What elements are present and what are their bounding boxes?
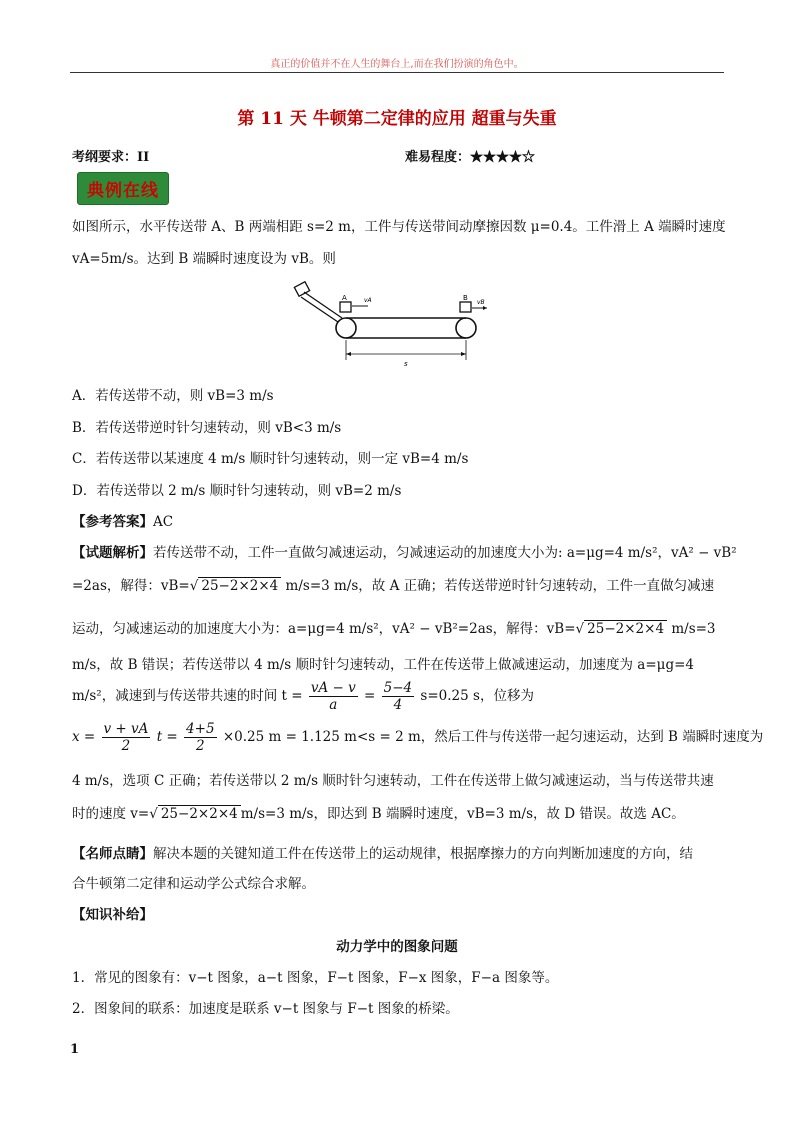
analysis-text-6a: x = <box>72 729 96 745</box>
tips-line-2: 合牛顿第二定律和运动学公式综合求解。 <box>72 876 315 892</box>
knowledge-item-1: 1．常见的图象有：v−t 图象，a−t 图象，F−t 图象，F−x 图象，F−a 图象等。 <box>72 970 559 986</box>
equals: = <box>364 688 376 704</box>
sqrt-expression: 25−2×2×4 <box>198 577 281 594</box>
label-a: A <box>342 294 347 302</box>
tips-text-1: 解决本题的关键知道工件在传送带上的运动规律，根据摩擦力的方向判断加速度的方向，结 <box>153 846 693 862</box>
question-line-2: vA=5m/s。达到 B 端瞬时速度设为 vB。则 <box>72 251 336 267</box>
incline-ramp <box>294 282 342 322</box>
difficulty-stars: ★★★★☆ <box>470 150 536 165</box>
analysis-text-3b: m/s=3 <box>667 621 716 637</box>
analysis-text-1: 若传送带不动，工件一直做匀减速运动，匀减速运动的加速度大小为: a=μg=4 m/s²，vA² − vB² <box>153 545 737 561</box>
conveyor-belt-figure <box>290 280 490 376</box>
analysis-text-3a: 运动，匀减速运动的加速度大小为：a=μg=4 m/s²，vA² − vB²=2as，解得：vB= <box>72 621 576 637</box>
analysis-text-6m: t = <box>156 729 178 745</box>
block-at-a <box>340 302 351 312</box>
analysis-text-5a: m/s²，减速到与传送带共速的时间 t = <box>72 688 303 704</box>
sqrt-expression: 25−2×2×4 <box>158 805 241 822</box>
page-number: 1 <box>70 1042 80 1057</box>
sqrt-expression: 25−2×2×4 <box>584 620 667 637</box>
analysis-text-2b: m/s=3 m/s，故 A 正确；若传送带逆时针匀速转动，工件一直做匀减速 <box>281 578 715 594</box>
analysis-text-8b: m/s=3 m/s，即达到 B 端瞬时速度，vB=3 m/s，故 D 错误。故选 AC。 <box>240 806 685 822</box>
section-title: 动力学中的图象问题 <box>336 939 458 955</box>
question-line-1: 如图所示，水平传送带 A、B 两端相距 s=2 m，工件与传送带间动摩擦因数 μ=0.4。工件滑上 A 端瞬时速度 <box>72 219 726 235</box>
answer-value: AC <box>153 514 174 530</box>
analysis-line-7: 4 m/s，选项 C 正确；若传送带以 2 m/s 顺时针匀速转动，工件在传送带上做匀减速运动，当与传送带共速 <box>72 773 714 789</box>
fraction: $\frac{vA - v}{a}$ <box>310 680 356 713</box>
analysis-line-3: 运动，匀减速运动的加速度大小为：a=μg=4 m/s²，vA² − vB²=2as，解得：vB=√ 25−2×2×4 m/s=3 <box>72 621 716 637</box>
analysis-line-5 <box>72 680 534 713</box>
fraction: $\frac{4+5}{2}$ <box>186 721 215 754</box>
fraction: $\frac{5-4}{4}$ <box>383 680 413 713</box>
answer-label: 【参考答案】 <box>72 514 153 530</box>
page-title: 第 11 天 牛顿第二定律的应用 超重与失重 <box>237 109 557 129</box>
difficulty-label: 难易程度： <box>405 150 471 165</box>
option-d: D．若传送带以 2 m/s 顺时针匀速转动，则 vB=2 m/s <box>72 483 402 499</box>
example-badge: 典例在线 <box>77 172 169 205</box>
arrow-vb-head <box>483 306 487 310</box>
label-vb: vB <box>477 299 485 306</box>
analysis-line-2: =2as，解得：vB=√ 25−2×2×4 m/s=3 m/s，故 A 正确；若传送带逆时针匀速转动，工件一直做匀减速 <box>72 578 715 594</box>
tips-line-1 <box>72 842 693 862</box>
analysis-line-8: 时的速度 v=√ 25−2×2×4 m/s=3 m/s，即达到 B 端瞬时速度，vB=3 m/s，故 D 错误。故选 AC。 <box>72 806 685 822</box>
analysis-text-8a: 时的速度 v= <box>72 806 150 822</box>
label-s: s <box>404 360 408 368</box>
header-divider <box>70 72 724 73</box>
fraction: $\frac{v + vA}{2}$ <box>103 721 149 754</box>
header-motto: 真正的价值并不在人生的舞台上,而在我们扮演的角色中。 <box>270 59 524 70</box>
tips-label: 【名师点睛】 <box>72 846 153 862</box>
knowledge-item-2: 2．图象间的联系：加速度是联系 v−t 图象与 F−t 图象的桥梁。 <box>72 1001 459 1017</box>
option-c: C．若传送带以某速度 4 m/s 顺时针匀速转动，则一定 vB=4 m/s <box>72 451 469 467</box>
block-at-b <box>460 302 471 312</box>
right-pulley <box>456 318 476 338</box>
label-va: vA <box>364 297 372 304</box>
answer-row <box>72 510 173 530</box>
analysis-text-6b: ×0.25 m = 1.125 m<s = 2 m，然后工件与传送带一起匀速运动，达到 B 端瞬时速度为 <box>222 729 764 745</box>
analysis-text-2a: =2as，解得：vB= <box>72 578 190 594</box>
exam-requirement: 考纲要求：II <box>72 150 150 165</box>
difficulty <box>405 146 535 165</box>
analysis-line-1 <box>72 541 737 561</box>
analysis-label: 【试题解析】 <box>72 545 153 561</box>
option-a: A．若传送带不动，则 vB=3 m/s <box>72 388 274 404</box>
analysis-line-6 <box>72 721 763 754</box>
supplement-label: 【知识补给】 <box>72 907 153 923</box>
analysis-line-4: m/s，故 B 错误；若传送带以 4 m/s 顺时针匀速转动，工件在传送带上做减速运动，加速度为 a=μg=4 <box>72 657 694 673</box>
left-pulley <box>336 318 356 338</box>
label-b: B <box>463 294 468 302</box>
analysis-text-5b: s=0.25 s，位移为 <box>420 688 534 704</box>
option-b: B．若传送带逆时针匀速转动，则 vB<3 m/s <box>72 420 342 436</box>
